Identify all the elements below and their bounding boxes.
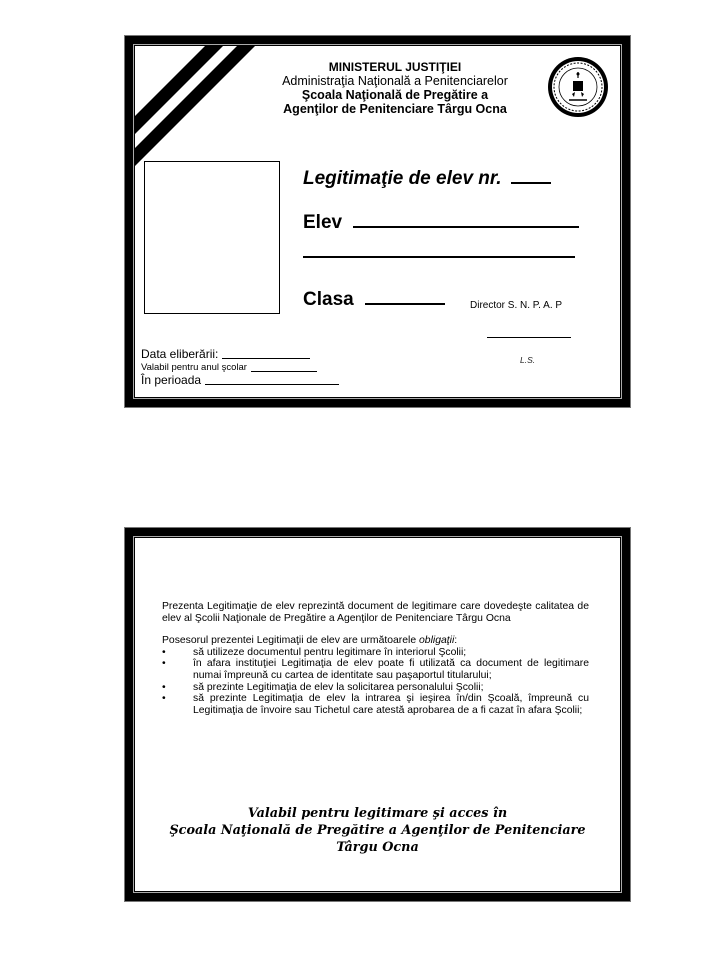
director-label: Director S. N. P. A. P <box>470 300 563 311</box>
bullet-icon: • <box>162 693 166 705</box>
issue-info <box>141 348 339 387</box>
period-label: În perioada <box>141 373 202 387</box>
director-signature-line[interactable] <box>487 337 571 338</box>
school-name-line1: Şcoala Naţională de Pregătire a <box>301 88 489 102</box>
period-field[interactable] <box>205 384 339 385</box>
class-label: Clasa <box>303 289 354 310</box>
administration-name: Administraţia Naţională a Penitenciarelor <box>282 74 508 88</box>
card-number-field[interactable] <box>511 181 551 184</box>
obligation-text: să prezinte Legitimaţia de elev la intrarea şi ieşirea în/din Şcoală, împreună cu Legitimaţia de învoire sau Tichetul care atestă aprobarea de a fi cazat în afara Şcolii; <box>193 693 589 716</box>
student-name-field[interactable] <box>353 225 579 228</box>
validity-line1: Valabil pentru legitimare şi acces în <box>247 806 508 821</box>
obligation-item <box>162 658 589 681</box>
card-terms <box>162 601 589 716</box>
bullet-icon: • <box>162 658 166 670</box>
seal-place-label: L.S. <box>520 355 536 365</box>
period-row <box>141 374 339 387</box>
student-name-row <box>303 212 579 234</box>
obligation-text: în afara instituţiei Legitimaţia de elev poate fi utilizată ca document de legitimare numai împreună cu cartea de identitate sau paşaportul titularului; <box>193 658 589 681</box>
card-title-text: Legitimaţie de elev nr. <box>303 168 502 189</box>
obligation-item <box>162 682 589 694</box>
student-label: Elev <box>303 212 343 233</box>
issue-date-row <box>141 348 339 361</box>
institution-header <box>255 60 535 116</box>
student-name-field-line2[interactable] <box>303 256 575 258</box>
card-title <box>303 168 551 190</box>
validity-statement <box>135 805 620 856</box>
obligation-item <box>162 647 589 659</box>
id-card-front <box>124 35 631 408</box>
ministry-name: MINISTERUL JUSTIŢIEI <box>328 60 462 74</box>
obligation-text: să utilizeze documentul pentru legitimare în interiorul Şcolii; <box>193 646 467 658</box>
photo-placeholder <box>144 161 280 314</box>
issue-date-label: Data eliberării: <box>141 347 219 361</box>
obligation-item <box>162 693 589 716</box>
obligations-list <box>162 647 589 717</box>
school-year-field[interactable] <box>251 371 317 372</box>
validity-line2: Şcoala Naţională de Pregătire a Agenţilor de Penitenciare <box>169 823 586 838</box>
validity-line3: Târgu Ocna <box>336 840 419 855</box>
obligations-heading <box>162 635 589 647</box>
issue-date-field[interactable] <box>222 358 310 359</box>
obligations-lead: Posesorul prezentei Legitimaţii de elev are următoarele <box>162 635 420 647</box>
card-front-paper <box>135 46 620 397</box>
bullet-icon: • <box>162 681 166 693</box>
card-back-paper <box>135 538 620 891</box>
obligation-text: să prezinte Legitimaţia de elev la solicitarea personalului Şcolii; <box>193 681 484 693</box>
school-year-label: Valabil pentru anul şcolar <box>141 362 247 373</box>
bullet-icon: • <box>162 646 166 658</box>
obligations-colon: : <box>454 635 458 647</box>
class-row <box>303 289 445 311</box>
id-card-back <box>124 527 631 902</box>
obligations-word: obligaţii <box>419 635 455 647</box>
card-purpose-text: Prezenta Legitimaţie de elev reprezintă document de legitimare care dovedeşte calitatea de elev al Şcolii Naţionale de Pregătire a Agenţilor de Penitenciare Târgu Ocna <box>162 601 589 624</box>
school-name-line2: Agenţilor de Penitenciare Târgu Ocna <box>283 102 507 116</box>
school-seal-icon <box>547 56 609 118</box>
class-field[interactable] <box>365 302 445 305</box>
